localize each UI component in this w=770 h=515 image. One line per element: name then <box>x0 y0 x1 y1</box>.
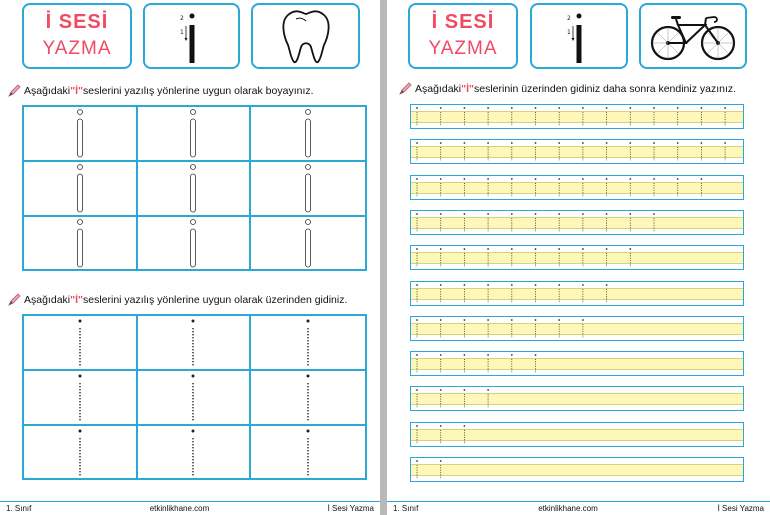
pencil-icon <box>8 84 21 97</box>
paint-cell[interactable] <box>138 107 252 162</box>
paint-cell[interactable] <box>24 107 138 162</box>
dotted-letter-i <box>416 425 418 444</box>
trace-letters <box>411 282 745 305</box>
dotted-letter-i <box>464 284 466 303</box>
letter-i-stroke-diagram <box>559 8 599 64</box>
stroke-number-2: 2 <box>567 15 571 22</box>
footer-topic: İ Sesi Yazma <box>327 504 374 513</box>
dotted-letter-i <box>653 213 655 232</box>
dotted-letter-i <box>653 142 655 161</box>
dotted-letter-i <box>440 107 442 126</box>
footer-grade: 1. Sınıf <box>393 504 419 513</box>
dotted-letter-i <box>416 178 418 197</box>
outline-letter-i <box>74 163 86 215</box>
dotted-letter-i <box>302 427 314 479</box>
trace-letters <box>411 458 745 481</box>
dotted-letter-i <box>582 284 584 303</box>
dotted-letter-i <box>440 178 442 197</box>
dotted-letter-i <box>629 178 631 197</box>
dotted-letter-i <box>416 460 418 479</box>
trace-letters <box>411 352 745 375</box>
trace-letters <box>411 140 745 163</box>
instruction-paint <box>8 84 314 97</box>
guide-row[interactable] <box>410 104 744 129</box>
dotted-letter-i <box>677 178 679 197</box>
stroke-number-1: 1 <box>179 29 184 36</box>
dotted-letter-i <box>701 107 703 126</box>
instruction-trace-before: Aşağıdaki <box>24 293 71 306</box>
instruction-write-letter: "İ" <box>461 82 474 95</box>
dotted-letter-i <box>511 213 513 232</box>
letter-box <box>143 3 240 69</box>
dotted-letter-i <box>535 354 537 373</box>
outline-letter-i <box>302 108 314 160</box>
dotted-letter-i <box>677 107 679 126</box>
dotted-letter-i <box>724 142 726 161</box>
trace-cell[interactable] <box>251 426 365 479</box>
dotted-letter-i <box>487 248 489 267</box>
dotted-letter-i <box>487 142 489 161</box>
dotted-letter-i <box>464 178 466 197</box>
outline-letter-i <box>302 218 314 270</box>
guide-row[interactable] <box>410 457 744 482</box>
dotted-letter-i <box>558 284 560 303</box>
dotted-letter-i <box>511 142 513 161</box>
guide-row[interactable] <box>410 139 744 164</box>
dotted-letter-i <box>629 213 631 232</box>
dotted-letter-i <box>487 178 489 197</box>
outline-letter-i <box>187 108 199 160</box>
dotted-letter-i <box>440 425 442 444</box>
dotted-letter-i <box>724 107 726 126</box>
trace-cell[interactable] <box>251 316 365 371</box>
footer-topic: İ Sesi Yazma <box>717 504 764 513</box>
dotted-letter-i <box>582 213 584 232</box>
dotted-letter-i <box>440 248 442 267</box>
paint-cell[interactable] <box>251 107 365 162</box>
dotted-letter-i <box>440 389 442 408</box>
guide-row[interactable] <box>410 245 744 270</box>
dotted-letter-i <box>464 248 466 267</box>
dotted-letter-i <box>582 142 584 161</box>
tooth-icon <box>276 7 336 65</box>
guide-row[interactable] <box>410 422 744 447</box>
footer-site: etkinlikhane.com <box>149 504 210 513</box>
right-footer <box>387 501 770 515</box>
pencil-icon <box>399 82 412 95</box>
outline-letter-i <box>74 108 86 160</box>
paint-cell[interactable] <box>138 162 252 217</box>
dotted-letter-i <box>606 107 608 126</box>
dotted-letter-i <box>464 213 466 232</box>
dotted-letter-i <box>535 248 537 267</box>
guide-row[interactable] <box>410 281 744 306</box>
instruction-write-after: seslerinin üzerinden gidiniz daha sonra kendiniz yazınız. <box>474 82 737 95</box>
dotted-letter-i <box>74 427 86 479</box>
instruction-write <box>399 82 736 95</box>
dotted-letter-i <box>582 178 584 197</box>
trace-cell[interactable] <box>24 316 138 371</box>
bicycle-icon <box>648 10 738 62</box>
trace-letters <box>411 246 745 269</box>
dotted-letter-i <box>302 317 314 369</box>
trace-cell[interactable] <box>138 371 252 426</box>
dotted-letter-i <box>187 372 199 424</box>
outline-letter-i <box>302 163 314 215</box>
dotted-letter-i <box>653 107 655 126</box>
dotted-letter-i <box>535 319 537 338</box>
title-box <box>408 3 518 69</box>
trace-letters <box>411 317 745 340</box>
dotted-letter-i <box>440 142 442 161</box>
dotted-letter-i <box>416 107 418 126</box>
dotted-letter-i <box>582 107 584 126</box>
title-line1: İ SESİ <box>45 11 109 33</box>
instruction-trace <box>8 293 347 306</box>
outline-letter-i <box>74 218 86 270</box>
dotted-letter-i <box>558 248 560 267</box>
dotted-letter-i <box>440 213 442 232</box>
dotted-letter-i <box>487 319 489 338</box>
dotted-letter-i <box>582 319 584 338</box>
dotted-letter-i <box>440 354 442 373</box>
outline-letter-i <box>187 218 199 270</box>
instruction-trace-after: seslerini yazılış yönlerine uygun olarak üzerinden gidiniz. <box>83 293 348 306</box>
instruction-trace-letter: "İ" <box>70 293 83 306</box>
letter-i-stroke-diagram <box>172 8 212 64</box>
dotted-letter-i <box>302 372 314 424</box>
guide-row[interactable] <box>410 210 744 235</box>
trace-letters <box>411 105 745 128</box>
instruction-paint-after: seslerini yazılış yönlerine uygun olarak boyayınız. <box>83 84 314 97</box>
dotted-letter-i <box>701 142 703 161</box>
dotted-letter-i <box>440 284 442 303</box>
trace-cell[interactable] <box>138 426 252 479</box>
dotted-letter-i <box>416 142 418 161</box>
dotted-letter-i <box>187 427 199 479</box>
dotted-letter-i <box>558 142 560 161</box>
paint-cell[interactable] <box>24 217 138 270</box>
trace-cell[interactable] <box>24 426 138 479</box>
dotted-letter-i <box>416 354 418 373</box>
trace-cell[interactable] <box>138 316 252 371</box>
paint-grid <box>22 105 367 271</box>
dotted-letter-i <box>487 107 489 126</box>
dotted-letter-i <box>535 213 537 232</box>
dotted-letter-i <box>653 178 655 197</box>
dotted-letter-i <box>511 107 513 126</box>
dotted-letter-i <box>416 389 418 408</box>
dotted-letter-i <box>487 389 489 408</box>
paint-cell[interactable] <box>24 162 138 217</box>
trace-letters <box>411 387 745 410</box>
trace-letters <box>411 423 745 446</box>
dotted-letter-i <box>74 317 86 369</box>
dotted-letter-i <box>511 319 513 338</box>
dotted-letter-i <box>701 178 703 197</box>
dotted-letter-i <box>464 319 466 338</box>
dotted-letter-i <box>416 248 418 267</box>
dotted-letter-i <box>558 178 560 197</box>
paint-cell[interactable] <box>138 217 252 270</box>
dotted-letter-i <box>464 107 466 126</box>
dotted-letter-i <box>511 354 513 373</box>
dotted-letter-i <box>416 319 418 338</box>
letter-box <box>530 3 628 69</box>
paint-cell[interactable] <box>251 217 365 270</box>
picture-box <box>639 3 747 69</box>
title-box <box>22 3 132 69</box>
footer-site: etkinlikhane.com <box>538 504 598 513</box>
title-line1: İ SESİ <box>431 11 495 33</box>
outline-letter-i <box>187 163 199 215</box>
dotted-letter-i <box>535 284 537 303</box>
trace-grid <box>22 314 367 480</box>
dotted-letter-i <box>464 425 466 444</box>
dotted-letter-i <box>558 319 560 338</box>
title-line2: YAZMA <box>42 38 112 59</box>
instruction-paint-letter: "İ" <box>70 84 83 97</box>
dotted-letter-i <box>464 142 466 161</box>
dotted-letter-i <box>582 248 584 267</box>
dotted-letter-i <box>629 142 631 161</box>
dotted-letter-i <box>511 284 513 303</box>
left-footer <box>0 501 380 515</box>
dotted-letter-i <box>558 107 560 126</box>
dotted-letter-i <box>535 142 537 161</box>
stroke-number-2: 2 <box>179 15 184 22</box>
dotted-letter-i <box>629 248 631 267</box>
instruction-write-before: Aşağıdaki <box>415 82 462 95</box>
dotted-letter-i <box>440 460 442 479</box>
trace-cell[interactable] <box>251 371 365 426</box>
title-line2: YAZMA <box>428 38 498 59</box>
dotted-letter-i <box>464 389 466 408</box>
dotted-letter-i <box>74 372 86 424</box>
dotted-letter-i <box>535 107 537 126</box>
dotted-letter-i <box>606 142 608 161</box>
footer-grade: 1. Sınıf <box>6 504 32 513</box>
dotted-letter-i <box>187 317 199 369</box>
dotted-letter-i <box>440 319 442 338</box>
dotted-letter-i <box>511 248 513 267</box>
guide-row[interactable] <box>410 316 744 341</box>
guide-row[interactable] <box>410 351 744 376</box>
dotted-letter-i <box>606 178 608 197</box>
dotted-letter-i <box>677 142 679 161</box>
paint-cell[interactable] <box>251 162 365 217</box>
pencil-icon <box>8 293 21 306</box>
dotted-letter-i <box>416 284 418 303</box>
trace-letters <box>411 176 745 199</box>
dotted-letter-i <box>606 213 608 232</box>
dotted-letter-i <box>629 107 631 126</box>
dotted-letter-i <box>606 284 608 303</box>
trace-cell[interactable] <box>24 371 138 426</box>
trace-letters <box>411 211 745 234</box>
dotted-letter-i <box>487 354 489 373</box>
picture-box <box>251 3 360 69</box>
dotted-letter-i <box>464 354 466 373</box>
left-worksheet-page <box>0 0 380 515</box>
dotted-letter-i <box>606 248 608 267</box>
dotted-letter-i <box>558 213 560 232</box>
dotted-letter-i <box>487 213 489 232</box>
dotted-letter-i <box>487 284 489 303</box>
instruction-paint-before: Aşağıdaki <box>24 84 71 97</box>
dotted-letter-i <box>416 213 418 232</box>
dotted-letter-i <box>535 178 537 197</box>
stroke-number-1: 1 <box>567 29 571 36</box>
guide-row[interactable] <box>410 175 744 200</box>
guide-row[interactable] <box>410 386 744 411</box>
dotted-letter-i <box>511 178 513 197</box>
